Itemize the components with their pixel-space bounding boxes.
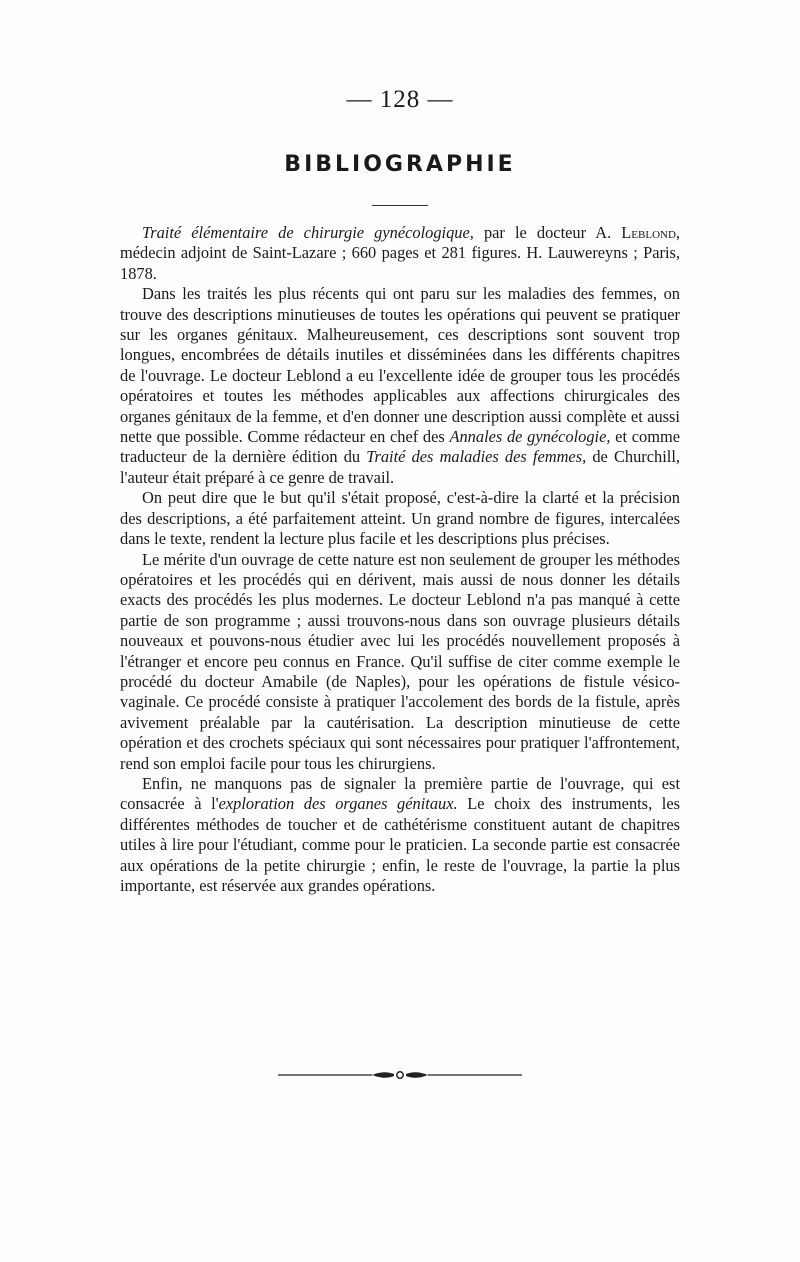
paragraph-2: On peut dire que le but qu'il s'était proposé, c'est-à-dire la clarté et la précision des descriptions, a été parfaitement atteint. Un grand nombre de figures, intercalées dans le texte, rendent la lecture plus facile et les descriptions plus précises. [120, 488, 680, 549]
section-title-italic: exploration des organes génitaux. [218, 794, 458, 814]
paragraph-4 [120, 774, 680, 896]
paragraph-1-text-a: Dans les traités les plus récents qui ont paru sur les maladies des femmes, on trouve des descriptions minutieuses de toutes les opérations qui peuvent se pratiquer sur les organes génitaux. Malheureusement, ces descriptions sont souvent trop longues, encombrées de détails inutiles et disséminées dans les différents chapitres de l'ouvrage. Le docteur Leblond a eu l'excellente idée de grouper tous les procédés opératoires et toutes les méthodes applicables aux affections chirurgicales des organes génitaux de la femme, et d'en donner une description aussi complète et aussi nette que possible. Comme rédacteur en chef des [120, 284, 680, 447]
citation-paragraph [120, 223, 680, 284]
paragraph-1 [120, 284, 680, 488]
paragraph-1-text-b: et comme traducteur de la dernière édition du [120, 427, 680, 467]
translated-title: Traité des maladies des femmes, [366, 447, 587, 467]
author-name: Leblond, [621, 223, 680, 242]
body-text [120, 223, 680, 896]
page-number: — 128 — [346, 86, 454, 113]
heading-divider [372, 205, 428, 206]
citation-text: par le docteur A. [473, 223, 622, 242]
paragraph-1-text-c: de Churchill, l'auteur était préparé à ce genre de travail. [120, 447, 680, 487]
paragraph-4-text-a: Enfin, ne manquons pas de signaler la première partie de l'ouvrage, qui est consacrée à l' [120, 773, 680, 814]
section-heading: BIBLIOGRAPHIE [284, 152, 516, 177]
paragraph-4-text-b: Le choix des instruments, les différentes méthodes de toucher et de cathétérisme constituent autant de chapitres utiles à lire pour l'étudiant, comme pour le praticien. La seconde partie est consacrée aux opérations de la petite chirurgie ; enfin, le reste de l'ouvrage, la partie la plus importante, est réservée aux grandes opérations. [120, 794, 680, 895]
paragraph-3: Le mérite d'un ouvrage de cette nature est non seulement de grouper les méthodes opératoires et les procédés qui en dérivent, mais aussi de nous donner les détails exacts des procédés les plus modernes. Le docteur Leblond n'a pas manqué à cette partie de son programme ; aussi trouvons-nous dans son ouvrage plusieurs détails nouveaux et pouvons-nous étudier avec lui les procédés nouvellement proposés à l'étranger et encore peu connus en France. Qu'il suffise de citer comme exemple le procédé du docteur Amabile (de Naples), pour les opérations de fistule vésico-vaginale. Ce procédé consiste à pratiquer l'accolement des bords de la fistule, après avivement préalable par la cautérisation. La description minutieuse de cette opération et des crochets spéciaux qui sont nécessaires pour pratiquer l'affrontement, rend son emploi facile pour tous les chirurgiens. [120, 549, 680, 773]
citation-details: médecin adjoint de Saint-Lazare ; 660 pages et 281 figures. H. Lauwereyns ; Paris, 1878. [120, 243, 680, 283]
journal-title: Annales de gynécologie, [449, 427, 611, 447]
tailpiece-ornament-icon [276, 1068, 524, 1082]
book-title: Traité élémentaire de chirurgie gynécologique, [142, 223, 474, 242]
